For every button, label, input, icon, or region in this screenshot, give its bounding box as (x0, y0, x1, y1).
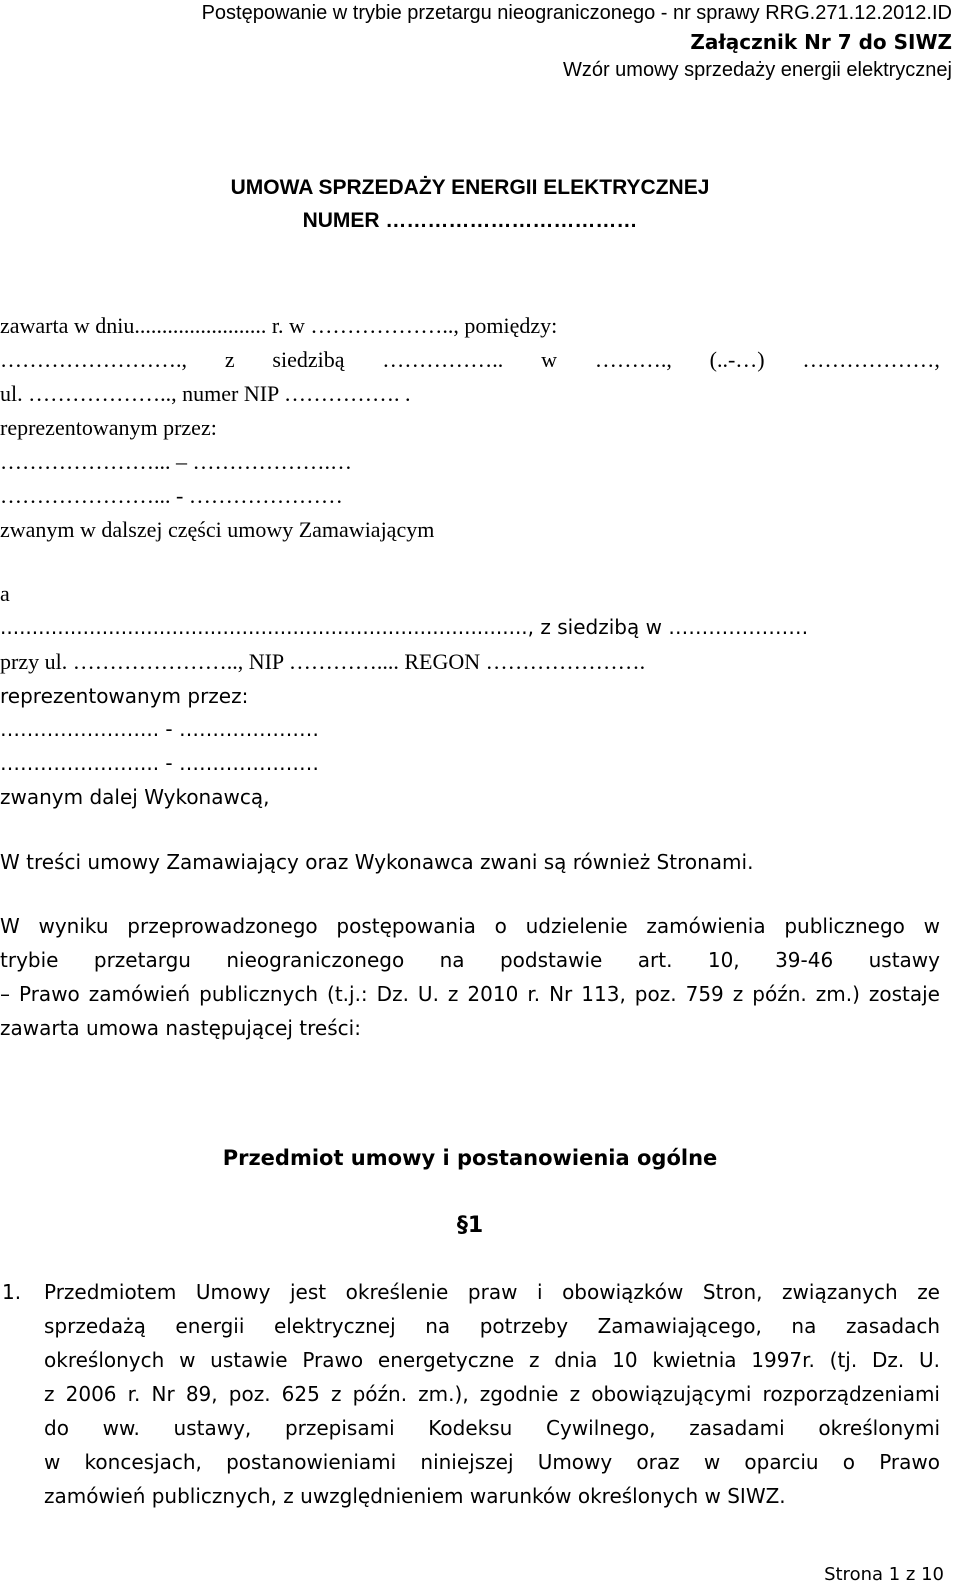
buyer-w: w (541, 347, 557, 372)
template-name: Wzór umowy sprzedaży energii elektrycznej (562, 59, 952, 81)
buyer-representative-2: …………………... - ………………… (0, 483, 343, 508)
contract-number: NUMER ……………………………… (302, 209, 638, 232)
section-heading: Przedmiot umowy i postanowienia ogólne (222, 1146, 718, 1170)
document-title: UMOWA SPRZEDAŻY ENERGII ELEKTRYCZNEJ (230, 176, 710, 199)
seller-alias: zwanym dalej Wykonawcą, (0, 785, 270, 809)
buyer-name-blank: ……………………., (0, 347, 187, 372)
item-line-2: sprzedażą energii elektrycznej na potrzeby Zamawiającego, na zasadach (44, 1314, 940, 1338)
basis-line-3: – Prawo zamówień publicznych (t.j.: Dz. U. z 2010 r. Nr 113, poz. 759 z późn. zm.) zostaje (0, 982, 940, 1006)
item-number: 1. (2, 1280, 22, 1304)
parties-note: W treści umowy Zamawiający oraz Wykonawca zwani są również Stronami. (0, 850, 754, 874)
seller-representative-2: …………………... - ………………… (0, 751, 320, 775)
buyer-line-1 (0, 347, 940, 373)
case-reference-line: Postępowanie w trybie przetargu nieograniczonego - nr sprawy RRG.271.12.2012.ID (201, 2, 952, 24)
basis-line-2: trybie przetargu nieograniczonego na podstawie art. 10, 39-46 ustawy (0, 948, 940, 972)
item-line-5: do ww. ustawy, przepisami Kodeksu Cywilnego, zasadami określonymi (44, 1416, 940, 1440)
item-line-3: określonych w ustawie Prawo energetyczne z dnia 10 kwietnia 1997r. (tj. Dz. U. (44, 1348, 940, 1372)
attachment-label: Załącznik Nr 7 do SIWZ (690, 30, 952, 54)
buyer-postcode-blank: (..-…) (709, 347, 765, 372)
buyer-city-blank: ………., (594, 347, 672, 372)
buyer-seat-blank: …………….. (382, 347, 504, 372)
buyer-line-2: ul. ……………….., numer NIP ……………. . (0, 381, 411, 406)
buyer-alias: zwanym w dalszej części umowy Zamawiającym (0, 517, 435, 542)
seller-represented-label: reprezentowanym przez: (0, 684, 249, 708)
item-line-7: zamówień publicznych, z uwzględnieniem warunków określonych w SIWZ. (44, 1484, 786, 1508)
page-number: Strona 1 z 10 (824, 1564, 944, 1585)
concluded-line: zawarta w dniu........................ r. w ……………….., pomiędzy: (0, 313, 558, 338)
buyer-extra-blank: ………………, (802, 347, 940, 372)
seller-line-2: przy ul. ………………….., NIP ………….... REGON …………………. (0, 649, 646, 674)
seller-representative-1: …………………... - ………………… (0, 717, 320, 741)
seller-line-1: ..................................................................................., z siedzibą w ………………… (0, 615, 809, 639)
item-line-1: Przedmiotem Umowy jest określenie praw i obowiązków Stron, związanych ze (44, 1280, 940, 1304)
paragraph-mark: §1 (456, 1213, 484, 1238)
basis-line-1: W wyniku przeprowadzonego postępowania o udzielenie zamówienia publicznego w (0, 914, 940, 938)
buyer-representative-1: …………………... – ……………….… (0, 449, 352, 474)
item-line-6: w koncesjach, postanowieniami niniejszej Umowy oraz w oparciu o Prawo (44, 1450, 940, 1474)
and-connector: a (0, 581, 10, 606)
buyer-z: z (224, 347, 235, 372)
item-line-4: z 2006 r. Nr 89, poz. 625 z późn. zm.), zgodnie z obowiązującymi rozporządzeniami (44, 1382, 940, 1406)
buyer-represented-label: reprezentowanym przez: (0, 415, 217, 440)
buyer-seat: siedzibą (272, 347, 345, 372)
basis-line-4: zawarta umowa następującej treści: (0, 1016, 361, 1040)
